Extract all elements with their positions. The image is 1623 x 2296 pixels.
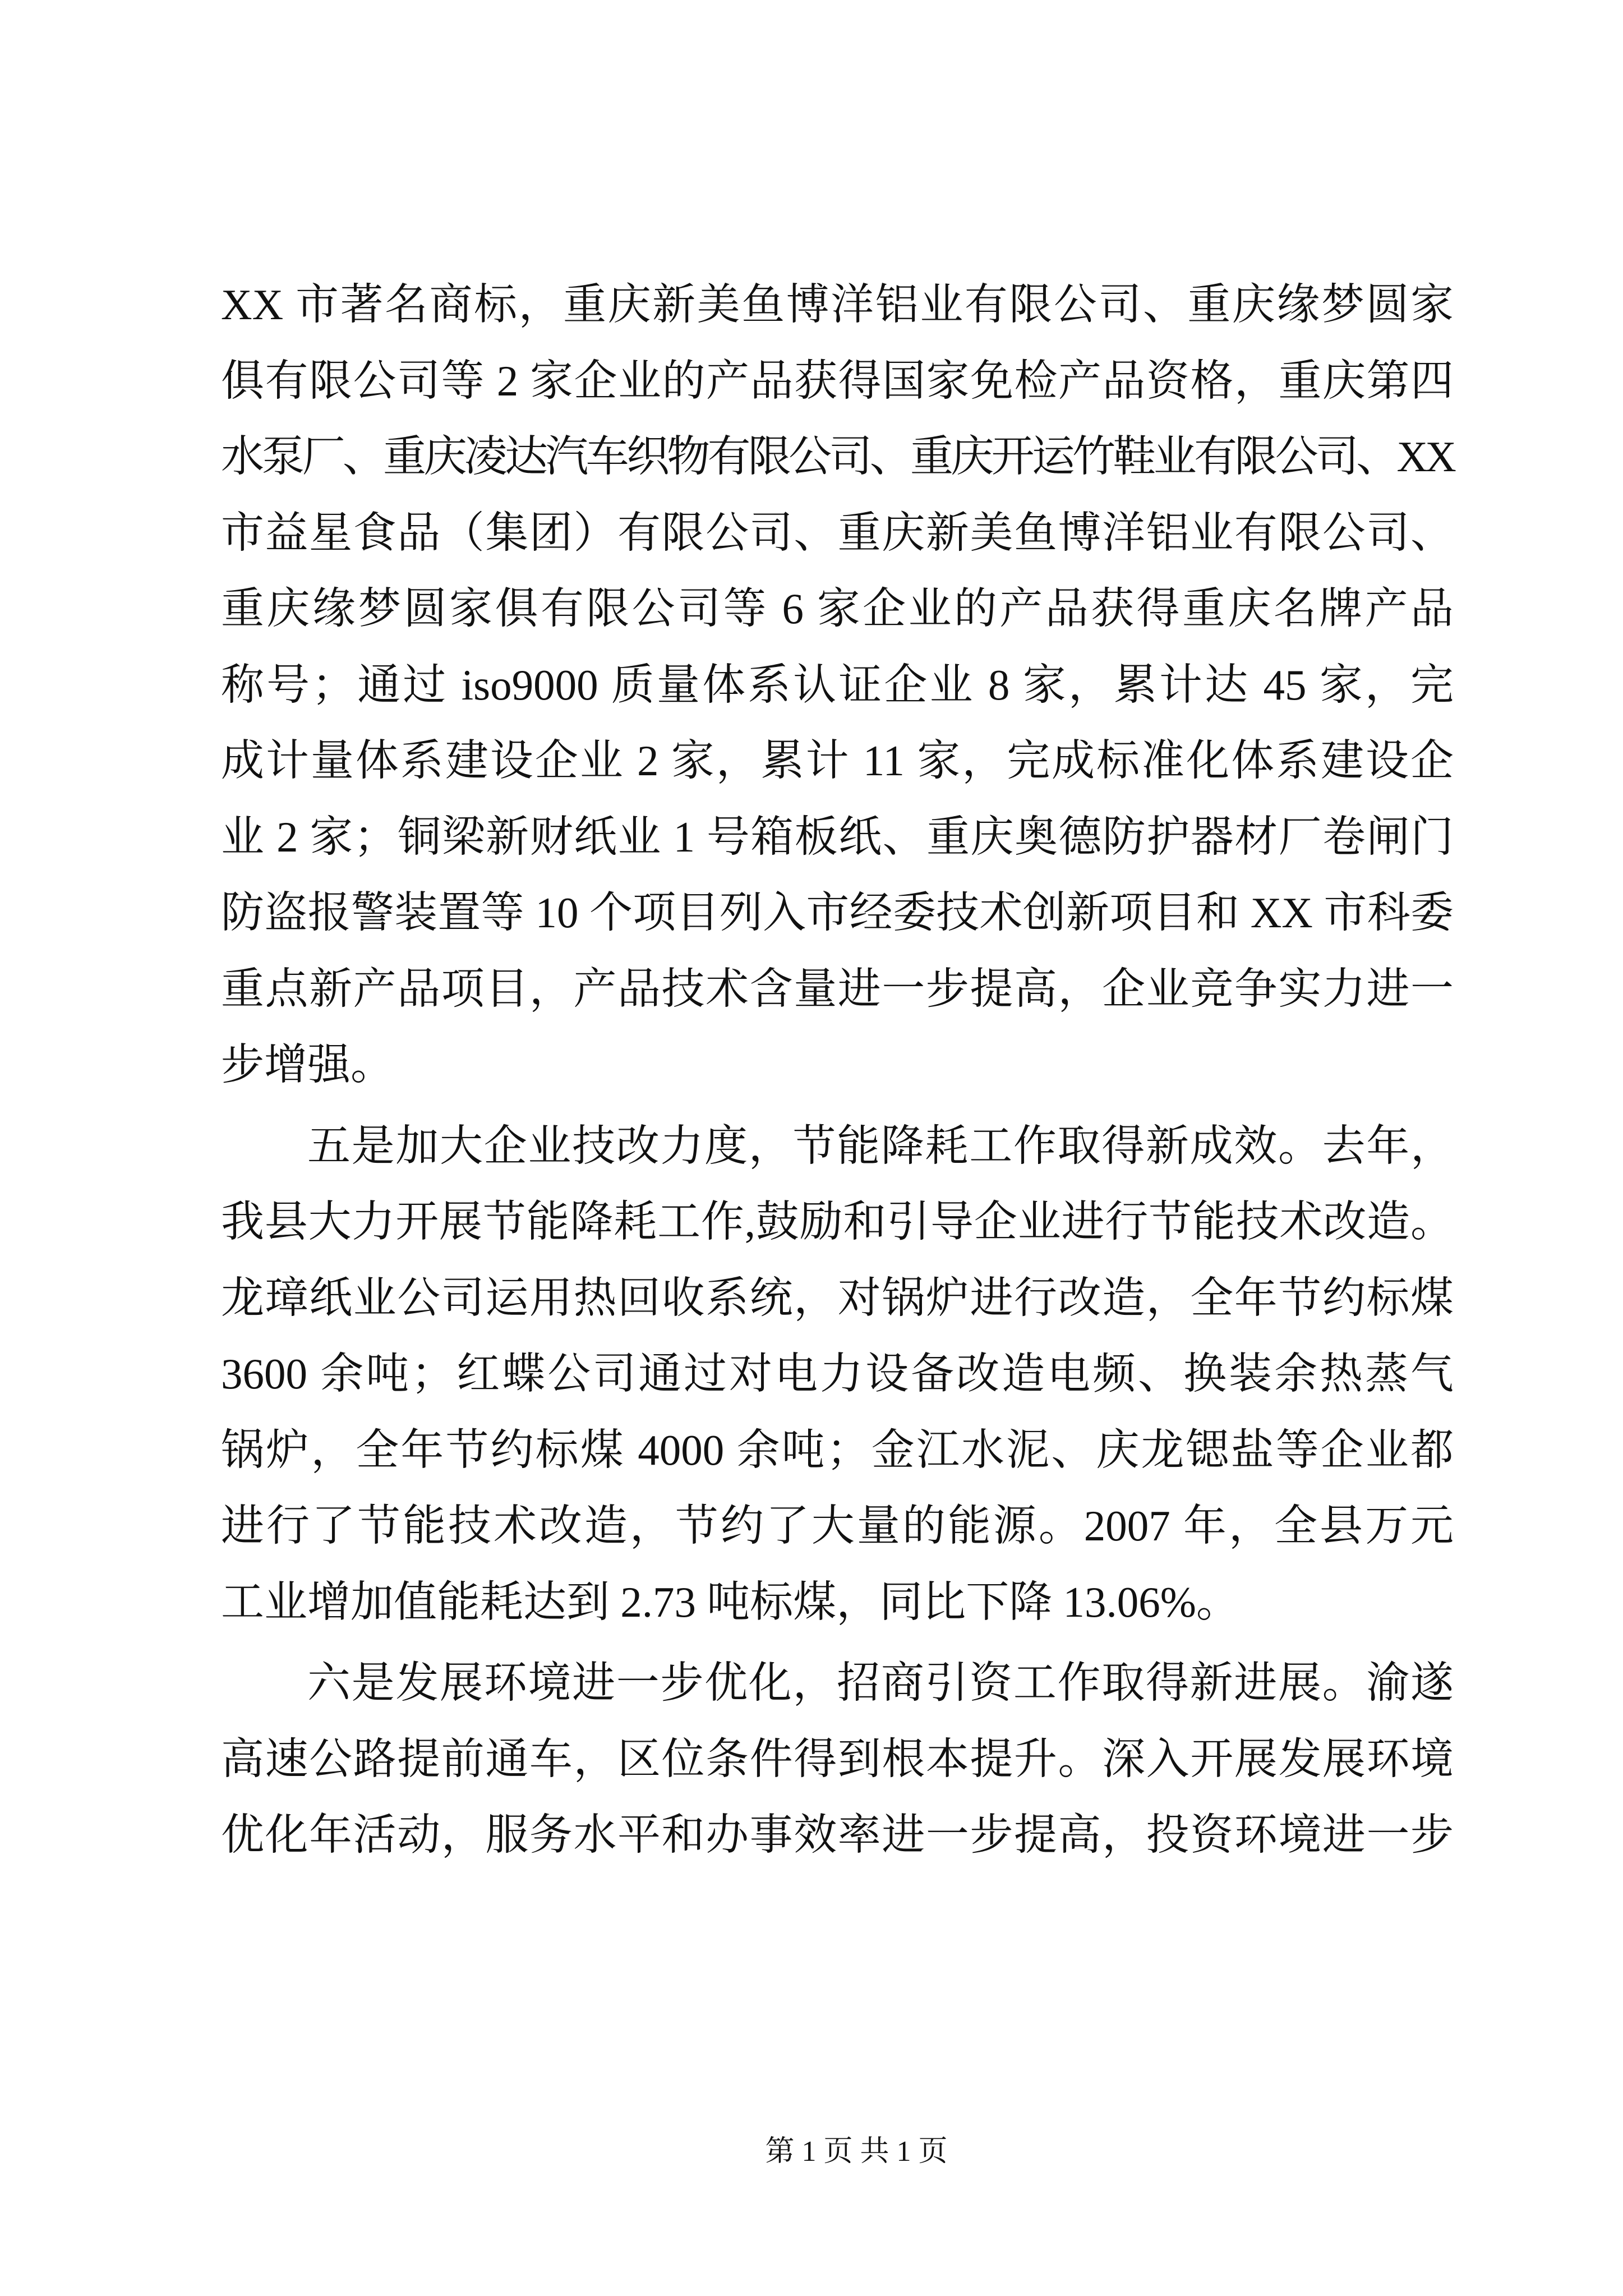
text-line: 高速公路提前通车，区位条件得到根本提升。深入开展发展环境: [221, 1734, 1454, 1783]
paragraph-brands: [221, 267, 1454, 1103]
text-line: 水泵厂、重庆凌达汽车织物有限公司、重庆开运竹鞋业有限公司、XX: [221, 432, 1454, 481]
text-line: 成计量体系建设企业 2 家，累计 11 家，完成标准化体系建设企: [221, 737, 1454, 785]
paragraph-environment: [221, 1645, 1454, 1874]
text-line: 业 2 家；铜梁新财纸业 1 号箱板纸、重庆奥德防护器材厂卷闸门: [221, 812, 1454, 861]
text-line: 优化年活动，服务水平和办事效率进一步提高，投资环境进一步: [221, 1811, 1454, 1859]
text-line: 六是发展环境进一步优化，招商引资工作取得新进展。渝遂: [307, 1659, 1454, 1707]
text-line: 我县大力开展节能降耗工作,鼓励和引导企业进行节能技术改造。: [221, 1198, 1454, 1246]
text-line: XX 市著名商标，重庆新美鱼博洋铝业有限公司、重庆缘梦圆家: [221, 280, 1454, 329]
text-line: 俱有限公司等 2 家企业的产品获得国家免检产品资格，重庆第四: [221, 356, 1454, 405]
text-line: 工业增加值能耗达到 2.73 吨标煤，同比下降 13.06%。: [221, 1577, 1239, 1626]
page-footer: 第 1 页 共 1 页: [765, 2136, 948, 2168]
text-line: 市益星食品（集团）有限公司、重庆新美鱼博洋铝业有限公司、: [221, 508, 1454, 557]
text-line: 重庆缘梦圆家俱有限公司等 6 家企业的产品获得重庆名牌产品: [221, 585, 1454, 633]
text-line: 五是加大企业技改力度，节能降耗工作取得新成效。去年，: [307, 1121, 1454, 1170]
text-line: 防盗报警装置等 10 个项目列入市经委技术创新项目和 XX 市科委: [221, 889, 1454, 937]
text-line: 龙璋纸业公司运用热回收系统，对锅炉进行改造，全年节约标煤: [221, 1273, 1454, 1322]
text-line: 锅炉，全年节约标煤 4000 余吨；金江水泥、庆龙锶盐等企业都: [221, 1425, 1454, 1474]
text-line: 进行了节能技术改造，节约了大量的能源。2007 年，全县万元: [221, 1502, 1454, 1550]
text-line: 称号；通过 iso9000 质量体系认证企业 8 家，累计达 45 家，完: [221, 660, 1454, 709]
document-body: [221, 267, 1454, 1874]
paragraph-energy-saving: [221, 1108, 1454, 1641]
text-line: 3600 余吨；红蝶公司通过对电力设备改造电频、换装余热蒸气: [221, 1350, 1454, 1398]
text-line: 重点新产品项目，产品技术含量进一步提高，企业竞争实力进一: [221, 964, 1454, 1013]
text-line: 步增强。: [221, 1041, 394, 1089]
